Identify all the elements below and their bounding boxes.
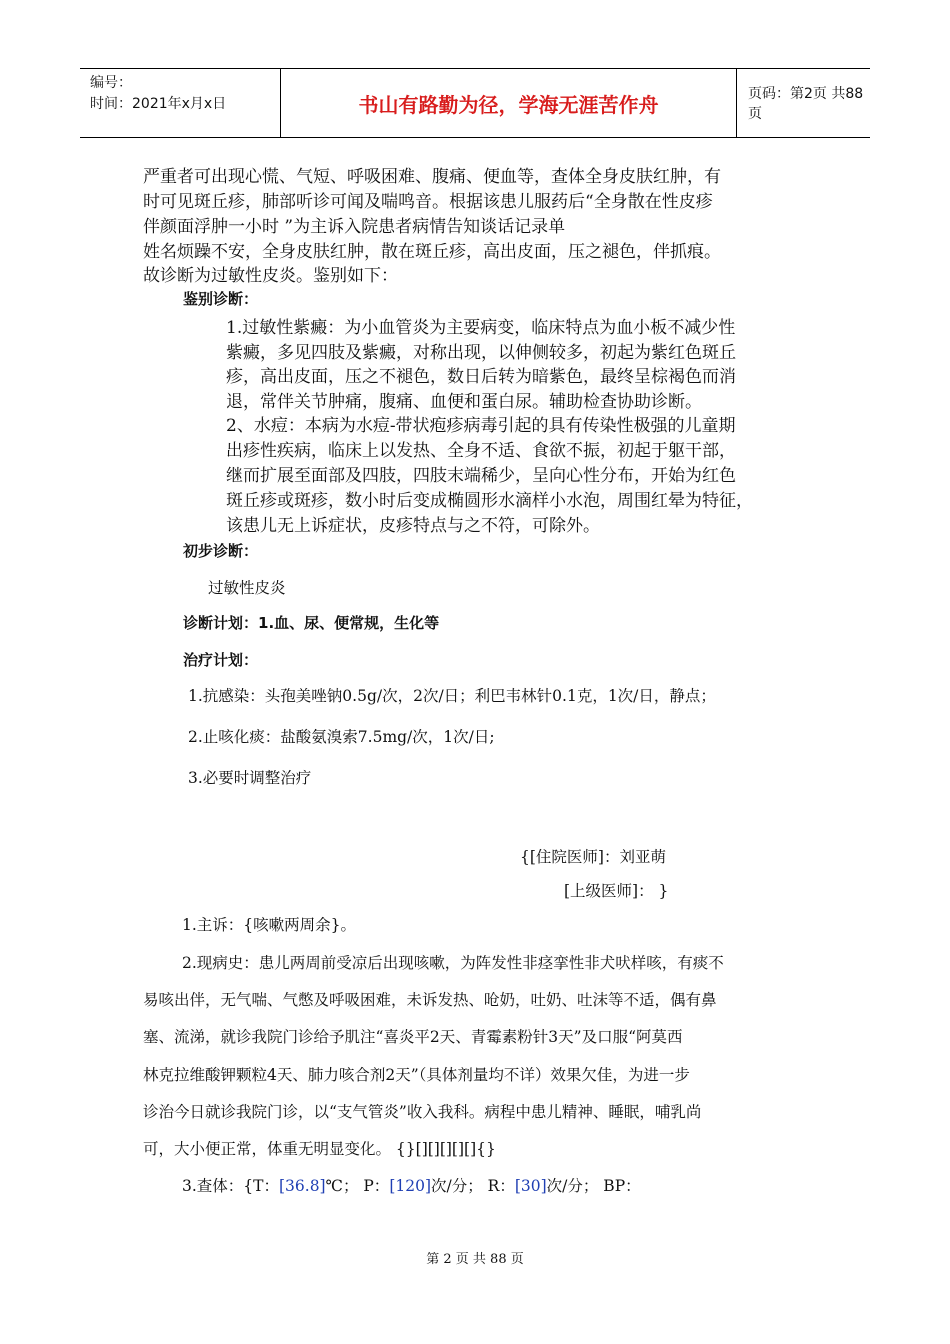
- differential-line: 该患儿无上诉症状，皮疹特点与之不符，可除外。: [226, 516, 600, 536]
- differential-line: 斑丘疹或斑疹，数小时后变成椭圆形水滴样小水泡，周围红晕为特征，: [226, 491, 753, 511]
- history-line: 林克拉维酸钾颗粒4天、肺力咳合剂2天”（具体剂量均不详）效果欠佳，为进一步: [143, 1066, 690, 1084]
- chief-complaint: 1.主诉：{咳嗽两周余}。: [182, 916, 357, 934]
- differential-line: 1.过敏性紫癜：为小血管炎为主要病变，临床特点为血小板不减少性: [226, 318, 736, 338]
- differential-line: 继而扩展至面部及四肢，四肢末端稀少，呈向心性分布，开始为红色: [226, 466, 736, 486]
- history-line: 易咳出伴，无气喘、气憋及呼吸困难，未诉发热、呛奶，吐奶、吐沫等不适，偶有鼻: [143, 991, 717, 1009]
- treatment-item: 2.止咳化痰：盐酸氨溴索7.5mg/次，1次/日;: [188, 728, 495, 746]
- treatment-item: 3.必要时调整治疗: [188, 769, 312, 787]
- treatment-heading: 治疗计划：: [183, 651, 259, 669]
- intro-line: 严重者可出现心慌、气短、呼吸困难、腹痛、便血等，查体全身皮肤红肿，有: [143, 167, 721, 187]
- pulse-unit: 次/分； R：: [431, 1177, 515, 1195]
- header-number-label: 编号：: [90, 75, 132, 91]
- intro-line: 伴颜面浮肿一小时 ”为主诉入院患者病情告知谈话记录单: [143, 217, 566, 237]
- preliminary-value: 过敏性皮炎: [208, 579, 286, 597]
- respiration-value: [30]: [514, 1177, 547, 1195]
- differential-line: 疹，高出皮面，压之不褪色，数日后转为暗紫色，最终呈棕褐色而消: [226, 367, 736, 387]
- header-meta: [90, 73, 226, 115]
- page-footer: 第 2 页 共 88 页: [426, 1252, 524, 1267]
- header-motto: 书山有路勤为径，学海无涯苦作舟: [280, 69, 737, 137]
- exam-prefix: 3.查体：{T：: [182, 1177, 279, 1195]
- differential-line: 紫癜，多见四肢及紫癜，对称出现，以伸侧较多，初起为紫红色斑丘: [226, 343, 736, 363]
- temperature-unit: ℃； P：: [325, 1177, 390, 1195]
- resident-signature: {[住院医师]：刘亚萌: [520, 848, 666, 866]
- temperature-value: [36.8]: [279, 1177, 326, 1195]
- differential-line: 退，常伴关节肿痛，腹痛、血便和蛋白尿。辅助检查协助诊断。: [226, 392, 702, 412]
- respiration-unit: 次/分； BP：: [546, 1177, 641, 1195]
- pulse-value: [120]: [389, 1177, 431, 1195]
- history-line: 塞、流涕，就诊我院门诊给予肌注“喜炎平2天、青霉素粉针3天”及口服“阿莫西: [143, 1028, 683, 1046]
- physical-exam-line: [182, 1174, 641, 1196]
- header-time-label: 时间：2021年x月x日: [90, 96, 227, 112]
- page-header: [80, 68, 870, 138]
- intro-line: 姓名烦躁不安，全身皮肤红肿，散在斑丘疹，高出皮面，压之褪色，伴抓痕。: [143, 242, 721, 262]
- senior-signature: [上级医师]： }: [564, 882, 669, 900]
- treatment-item: 1.抗感染：头孢美唑钠0.5g/次，2次/日；利巴韦林针0.1克，1次/日，静点；: [188, 687, 716, 705]
- differential-line: 出疹性疾病，临床上以发热、全身不适、食欲不振，初起于躯干部，: [226, 441, 736, 461]
- diagnostic-plan: 诊断计划：1.血、尿、便常规，生化等: [183, 614, 440, 632]
- intro-line: 时可见斑丘疹，肺部听诊可闻及喘鸣音。根据该患儿服药后“全身散在性皮疹: [143, 192, 713, 212]
- differential-line: 2、水痘：本病为水痘-带状疱疹病毒引起的具有传染性极强的儿童期: [226, 416, 736, 436]
- intro-line: 故诊断为过敏性皮炎。鉴别如下：: [143, 266, 398, 286]
- header-page-label: 页码：第2页 共88页: [748, 86, 864, 122]
- history-line: 可，大小便正常，体重无明显变化。 {}[][][][][]{}: [143, 1140, 496, 1158]
- preliminary-heading: 初步诊断：: [183, 542, 259, 560]
- differential-heading: 鉴别诊断：: [183, 290, 259, 308]
- history-line: 2.现病史：患儿两周前受凉后出现咳嗽，为阵发性非痉挛性非犬吠样咳，有痰不: [182, 954, 724, 972]
- history-line: 诊治今日就诊我院门诊，以“支气管炎”收入我科。病程中患儿精神、睡眠，哺乳尚: [143, 1103, 702, 1121]
